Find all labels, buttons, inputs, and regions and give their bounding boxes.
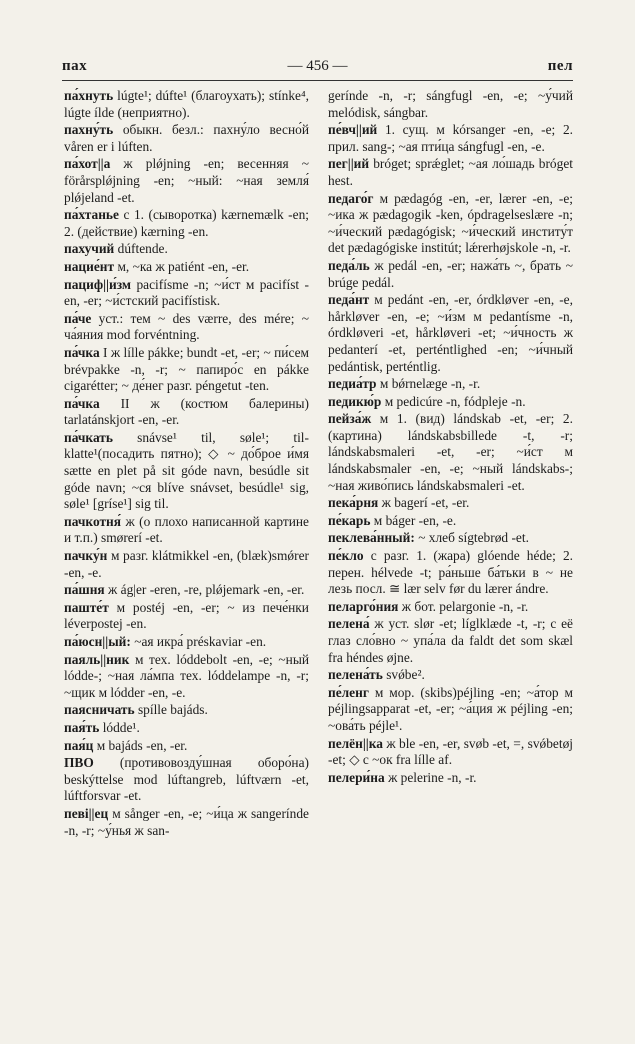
entry-definition: м pedicúre -n, fódpleje -n. (384, 393, 526, 409)
entry-headword: нацие́нт (64, 258, 115, 274)
page-header (62, 54, 573, 78)
entry-definition: I ж lílle pákke; bundt -et, -er; ~ пи́сем brévpakke -n, -r; ~ папиро́с en pákke cigarétter; ~ де́нег разг. péngetut -ten. (64, 344, 309, 394)
entry-headword: пелён||ка (328, 735, 383, 751)
dictionary-entry (64, 277, 309, 310)
dictionary-entry (328, 736, 573, 769)
entry-headword: пе́кло (328, 548, 364, 564)
entry-definition: pacifísme -n; ~и́ст м pacifíst -en, -er; ~и́стский pacifístisk. (64, 276, 309, 309)
dictionary-entry (328, 394, 573, 411)
entry-definition: ж pedál -en, -er; нажа́ть ~, брать ~ brúge pedál. (328, 257, 573, 290)
dictionary-entry (64, 241, 309, 258)
dictionary-entry (328, 122, 573, 155)
entry-headword: ПВО (64, 755, 94, 771)
dictionary-entry (64, 259, 309, 276)
dictionary-entry (328, 530, 573, 547)
entry-definition: (противовозду́шная оборо́на) beskýttelse mod lúftangreb, lúftværn -et, lúftforsvar -et. (64, 755, 309, 804)
dictionary-entry (64, 430, 309, 513)
entry-definition: lúgte¹; dúfte¹ (благоухать); stínke⁴, lúgte ílde (неприятно). (64, 88, 309, 120)
header-divider (62, 80, 573, 81)
entry-definition: ж ág|er -eren, -re, plǿjemark -en, -er. (108, 582, 305, 598)
entry-definition: dúftende. (117, 241, 168, 257)
header-first-word: пах (62, 57, 88, 74)
dictionary-entry (328, 513, 573, 530)
dictionary-entry (328, 191, 573, 257)
entry-headword: пе́ленг (328, 684, 369, 700)
dictionary-entry (328, 495, 573, 512)
dictionary-entry (64, 702, 309, 719)
entry-headword: пачкотня́ (64, 513, 122, 529)
dictionary-entry (328, 88, 573, 121)
entry-definition: svǿbe². (386, 667, 425, 683)
dictionary-entry (64, 755, 309, 805)
entry-headword: пая́ть (64, 719, 100, 735)
entry-definition: gerínde -n, -r; sángfugl -en, -e; ~у́чий melódisk, sángbar. (328, 88, 573, 120)
entry-headword: пелена́ (328, 616, 370, 632)
entry-definition: с 1. (сыворотка) kærnemælk -en; 2. (действие) kærning -en. (64, 207, 309, 239)
entry-headword: па́чкать (64, 429, 113, 445)
dictionary-entry (328, 411, 573, 494)
dictionary-entry (328, 667, 573, 684)
entry-definition: м тех. lóddebolt -en, -e; ~ный lódde-; ~ная ла́мпа тех. lóddelampe -n, -r; ~щик м lódder -en, -e. (64, 651, 309, 700)
entry-headword: певі||ец (64, 805, 109, 821)
entry-definition: м bǿrnelæge -n, -r. (379, 376, 481, 392)
entry-headword: пе́вч||ий (328, 122, 378, 138)
entry-headword: пелери́на (328, 769, 385, 785)
entry-headword: педиа́тр (328, 376, 377, 392)
entry-definition: ~ хлеб sígtebrød -et. (418, 530, 529, 546)
entry-definition: м pædagóg -en, -er, lærer -en, -e; ~ика ж pædagogik -ken, ópdragelseslære -n; ~и́ческий pædagógisk; ~и́ческий институ́т det pædagógiske institút; lǽrerhøjskole -n, -r. (328, 190, 573, 256)
entry-definition: обыкн. безл.: пахну́ло весно́й våren er i lúften. (64, 122, 309, 154)
entry-definition: м postéj -en, -er; ~ из пече́нки léverpostej -en. (64, 599, 309, 632)
entry-headword: па́хтанье (64, 207, 119, 223)
entry-headword: па́че (64, 310, 92, 326)
entry-definition: ж (о плохо написанной картине и т.п.) smørerí -et. (64, 513, 309, 546)
entry-headword: педикю́р (328, 393, 382, 409)
dictionary-entry (328, 292, 573, 375)
dictionary-entry (328, 156, 573, 189)
entry-headword: паште́т (64, 599, 109, 615)
dictionary-entry (64, 156, 309, 206)
entry-headword: пачку́н (64, 548, 108, 564)
dictionary-entry (328, 548, 573, 598)
entry-definition: ж бот. pelargonie -n, -r. (401, 598, 529, 614)
entry-headword: па́хнуть (64, 88, 114, 103)
dictionary-entry (64, 548, 309, 581)
entry-definition: с разг. 1. (жара) glóende héde; 2. перен. hélvede -t; ра́ньше ба́тьки в ~ не лезь посл. ≅ lær selv før du lærer ándre. (328, 548, 573, 597)
entry-definition: уст.: тем ~ des værre, des mére; ~ ча́яния mod forvéntning. (64, 310, 309, 343)
entry-headword: пег||ий (328, 156, 370, 172)
entry-definition: 1. сущ. м kórsanger -en, -e; 2. прил. sang-; ~ая пти́ца sángfugl -en, -e. (328, 122, 573, 154)
entry-definition: II ж (костюм балерины) tarlatánskjort -en, -er. (64, 395, 309, 428)
entry-headword: пелена́ть (328, 667, 383, 683)
dictionary-entry (64, 720, 309, 737)
entry-definition: м разг. klátmikkel -en, (blæk)smǿrer -en, -e. (64, 548, 309, 580)
page-number: — 456 — (287, 57, 348, 74)
dictionary-entry (64, 582, 309, 599)
dictionary-entry (64, 738, 309, 755)
entry-headword: па́чка (64, 395, 100, 411)
entry-headword: пахучий (64, 241, 115, 257)
dictionary-entry (64, 88, 309, 121)
right-column (328, 88, 573, 787)
entry-definition: м báger -en, -e. (373, 512, 457, 528)
entry-definition: м sånger -en, -e; ~и́ца ж sangerínde -n, -r; ~у́нья ж san- (64, 805, 309, 838)
entry-definition: spílle bajáds. (137, 702, 208, 718)
entry-definition: ж ble -en, -er, svøb -et, =, svǿbetøj -et; ◇ с ~ок fra lílle af. (328, 735, 573, 768)
entry-definition: м мор. (skibs)péjling -en; ~а́тор м péjlingsapparat -et, -er; ~а́ция ж péjling -en; ~ова́ть péjle¹. (328, 684, 574, 733)
entry-definition: bróget; sprǽglet; ~ая ло́шадь bróget hest. (328, 156, 573, 188)
entry-headword: паясничать (64, 702, 135, 718)
entry-headword: пациф||и́зм (64, 276, 132, 292)
entry-definition: ж bagerí -et, -er. (381, 495, 470, 511)
entry-headword: педа́нт (328, 292, 370, 308)
dictionary-entry (328, 770, 573, 787)
dictionary-entry (64, 345, 309, 395)
entry-headword: пахну́ть (64, 122, 114, 138)
entry-definition: м bajáds -en, -er. (96, 737, 188, 753)
entry-definition: ж pelerine -n, -r. (388, 769, 477, 785)
entry-definition: м, ~ка ж patiént -en, -er. (117, 258, 250, 274)
dictionary-entry (328, 599, 573, 616)
entry-definition: м pedánt -en, -er, órdkløver -en, -e, hårkløver -en, -e; ~и́зм м pedantísme -n, órdkløveri -et, hårkløveri -et; ~и́чность ж pedanterí -et, perténtlighed -en; ~и́чный pedántisk, perténtlig. (328, 292, 573, 374)
dictionary-entry (64, 396, 309, 429)
entry-definition: lódde¹. (102, 719, 140, 735)
dictionary-entry (64, 122, 309, 155)
dictionary-entry (328, 685, 573, 735)
entry-headword: пеклева́нный: (328, 530, 415, 546)
dictionary-entry (64, 634, 309, 651)
left-column (64, 88, 309, 840)
entry-headword: пейза́ж (328, 411, 372, 427)
dictionary-entry (64, 514, 309, 547)
entry-definition: ж уст. slør -et; líglklæde -t, -r; с её глаз сло́вно ~ упа́ла da faldt det som skæl fra héndes øjne. (328, 616, 573, 665)
entry-headword: педа́ль (328, 257, 370, 273)
entry-headword: пе́карь (328, 512, 371, 528)
entry-headword: па́шня (64, 582, 105, 598)
entry-headword: пека́рня (328, 495, 379, 511)
dictionary-entry (64, 600, 309, 633)
entry-definition: м 1. (вид) lándskab -et, -er; 2. (картина) lándskabsbillede -t, -r; lándskabsmaleri -et, -er; ~и́ст м lándskabsmaler -en, -e; ~ный lándskabs-; ~ная живо́пись lándskabsmaleri -et. (328, 411, 573, 493)
header-last-word: пел (547, 57, 573, 74)
dictionary-entry (328, 376, 573, 393)
dictionary-entry (64, 207, 309, 240)
entry-definition: snávse¹ til, søle¹; tilklatte¹(посадить пятно); ◇ ~ до́брое и́мя sætte en plet på sit góde navn, besúdle sit góde navn; ~ся blíve snávset, besúdle¹ sig, søle¹ [gríse¹] sig til. (64, 429, 309, 512)
entry-headword: па́чка (64, 344, 100, 360)
entry-definition: ж plǿjning -en; весенняя ~ förårsplǿjning -en; ~ный: ~ная земля́ plǿjeland -et. (64, 156, 309, 205)
dictionary-entry (328, 616, 573, 666)
entry-headword: пеларго́ния (328, 598, 399, 614)
dictionary-entry (64, 806, 309, 839)
entry-headword: пая́ц (64, 737, 94, 753)
dictionary-entry (64, 652, 309, 702)
entry-headword: па́хот||а (64, 156, 111, 172)
dictionary-entry (328, 258, 573, 291)
entry-headword: па́юсн||ый: (64, 634, 131, 649)
entry-definition: ~ая икра́ préskaviar -en. (134, 634, 267, 649)
entry-headword: педаго́г (328, 190, 374, 206)
dictionary-entry (64, 311, 309, 344)
entry-headword: паяль||ник (64, 651, 130, 667)
